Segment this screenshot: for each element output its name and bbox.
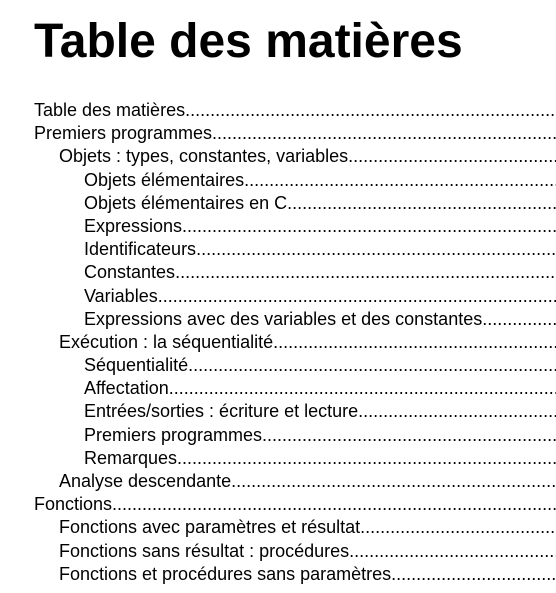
toc-entry-label: Fonctions et procédures sans paramètres bbox=[59, 563, 392, 584]
toc-entry[interactable] bbox=[0, 516, 556, 539]
dot-leader bbox=[196, 238, 556, 261]
dot-leader bbox=[287, 192, 556, 215]
dot-leader bbox=[360, 516, 556, 539]
dot-leader bbox=[244, 169, 556, 192]
toc-entry[interactable] bbox=[0, 354, 556, 377]
toc-entry[interactable] bbox=[0, 331, 556, 354]
toc-entry-label: Séquentialité bbox=[84, 355, 189, 376]
toc-entry[interactable] bbox=[0, 192, 556, 215]
toc-entry[interactable] bbox=[0, 540, 556, 563]
toc-entry-label: Expressions avec des variables et des constantes bbox=[84, 308, 483, 329]
toc-entry[interactable] bbox=[0, 122, 556, 145]
table-of-contents bbox=[0, 99, 556, 586]
toc-entry-label: Fonctions sans résultat : procédures bbox=[59, 540, 350, 561]
toc-entry[interactable] bbox=[0, 238, 556, 261]
toc-entry-label: Entrées/sorties : écriture et lecture bbox=[84, 401, 359, 422]
dot-leader bbox=[175, 261, 556, 284]
toc-entry[interactable] bbox=[0, 145, 556, 168]
toc-entry-label: Expressions bbox=[84, 215, 183, 236]
toc-entry-label: Constantes bbox=[84, 262, 176, 283]
dot-leader bbox=[182, 215, 556, 238]
dot-leader bbox=[348, 145, 556, 168]
toc-entry[interactable] bbox=[0, 377, 556, 400]
toc-entry[interactable] bbox=[0, 470, 556, 493]
dot-leader bbox=[482, 308, 556, 331]
toc-entry[interactable] bbox=[0, 563, 556, 586]
dot-leader bbox=[212, 122, 556, 145]
toc-entry-label: Premiers programmes bbox=[84, 424, 263, 445]
toc-entry[interactable] bbox=[0, 261, 556, 284]
toc-entry[interactable] bbox=[0, 424, 556, 447]
toc-entry[interactable] bbox=[0, 447, 556, 470]
toc-entry[interactable] bbox=[0, 169, 556, 192]
toc-entry-label: Objets : types, constantes, variables bbox=[59, 146, 349, 167]
dot-leader bbox=[185, 99, 556, 122]
toc-entry[interactable] bbox=[0, 215, 556, 238]
toc-entry[interactable] bbox=[0, 400, 556, 423]
toc-entry-label: Variables bbox=[84, 285, 158, 306]
toc-entry-label: Fonctions avec paramètres et résultat bbox=[59, 517, 361, 538]
dot-leader bbox=[188, 354, 556, 377]
toc-entry-label: Table des matières bbox=[34, 100, 186, 120]
toc-entry-label: Identificateurs bbox=[84, 239, 197, 260]
toc-entry-label: Objets élémentaires bbox=[84, 169, 245, 190]
dot-leader bbox=[169, 377, 556, 400]
dot-leader bbox=[112, 493, 556, 516]
toc-entry-label: Remarques bbox=[84, 447, 178, 468]
toc-entry-label: Objets élémentaires en C bbox=[84, 192, 288, 213]
dot-leader bbox=[349, 540, 556, 563]
toc-entry[interactable] bbox=[0, 308, 556, 331]
dot-leader bbox=[273, 331, 556, 354]
page-title: Table des matières bbox=[34, 15, 463, 68]
toc-entry-label: Affectation bbox=[84, 378, 169, 399]
dot-leader bbox=[231, 470, 556, 493]
toc-entry-label: Analyse descendante bbox=[59, 471, 232, 491]
dot-leader bbox=[358, 400, 556, 423]
dot-leader bbox=[262, 424, 556, 447]
dot-leader bbox=[158, 285, 556, 308]
toc-entry-label: Premiers programmes bbox=[34, 123, 213, 144]
dot-leader bbox=[177, 447, 556, 470]
toc-entry-label: Fonctions bbox=[34, 494, 113, 515]
toc-entry[interactable] bbox=[0, 99, 556, 122]
toc-entry-label: Exécution : la séquentialité bbox=[59, 331, 274, 352]
dot-leader bbox=[391, 563, 556, 586]
toc-entry[interactable] bbox=[0, 285, 556, 308]
toc-entry[interactable] bbox=[0, 493, 556, 516]
